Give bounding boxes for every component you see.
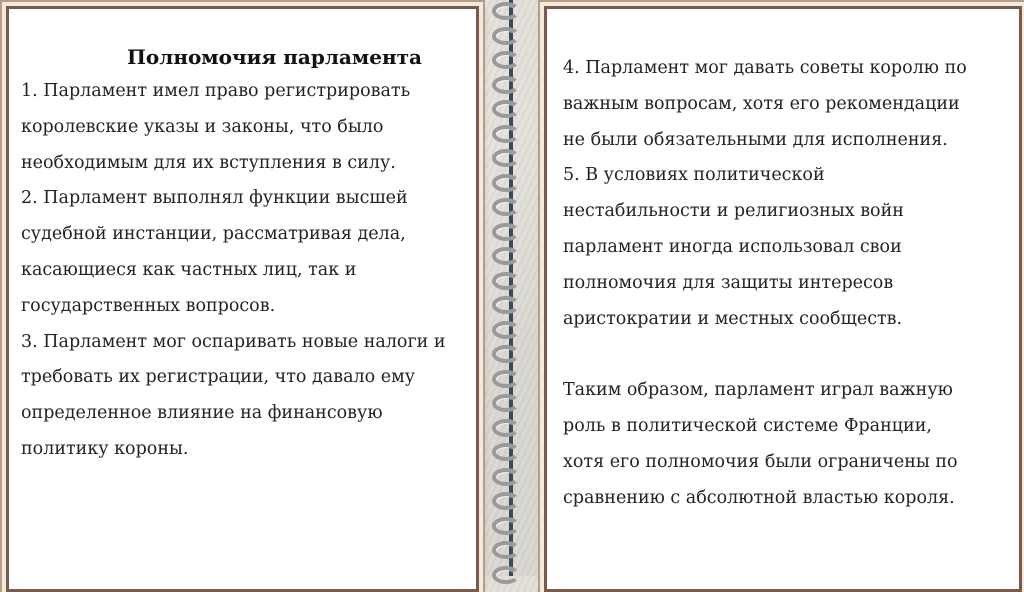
binding-ring [492,566,520,584]
binding-ring [492,223,520,241]
binding-ring [492,125,520,143]
binding-ring [492,174,520,192]
binding-rings [484,0,540,576]
binding-ring [492,345,520,363]
binding-ring [492,2,520,20]
binding-ring [492,419,520,437]
binding-ring [492,321,520,339]
binding-ring [492,541,520,559]
binding-ring [492,198,520,216]
binding-ring [492,394,520,412]
binding-ring [492,443,520,461]
left-page [6,6,479,592]
binding-ring [492,296,520,314]
left-page-text: 1. Парламент имел право регистрировать королевские указы и законы, что было необходимым для их вступления в силу. 2. Парламент выполнял функции высшей судебной инстанции, рассматривая дела, касающиеся как частных лиц, так и государственных вопросов. 3. Парламент мог оспаривать новые налоги и требовать их регистрации, что давало ему определенное влияние на финансовую политику короны. [21,81,446,459]
binding-ring [492,247,520,265]
binding-ring [492,370,520,388]
binding-ring [492,27,520,45]
binding-ring [492,492,520,510]
right-page-text: 4. Парламент мог давать советы королю по важным вопросам, хотя его рекомендации не были обязательными для исполнения. 5. В условиях политической нестабильности и религиозных войн парламент иногда использовал свои полномочия для защиты интересов аристократии и местных сообществ. Таким образом, парламент играл важную роль в политической системе Франции, хотя его полномочия были ограничены по сравнению с абсолютной властью короля. [563,58,967,508]
binding-ring [492,272,520,290]
right-page [544,6,1022,592]
binding-ring [492,517,520,535]
page-title: Полномочия парламента [127,45,422,69]
binding-ring [492,100,520,118]
binding-ring [492,149,520,167]
binding-ring [492,468,520,486]
notebook-binding [484,0,540,576]
binding-ring [492,51,520,69]
binding-ring [492,76,520,94]
